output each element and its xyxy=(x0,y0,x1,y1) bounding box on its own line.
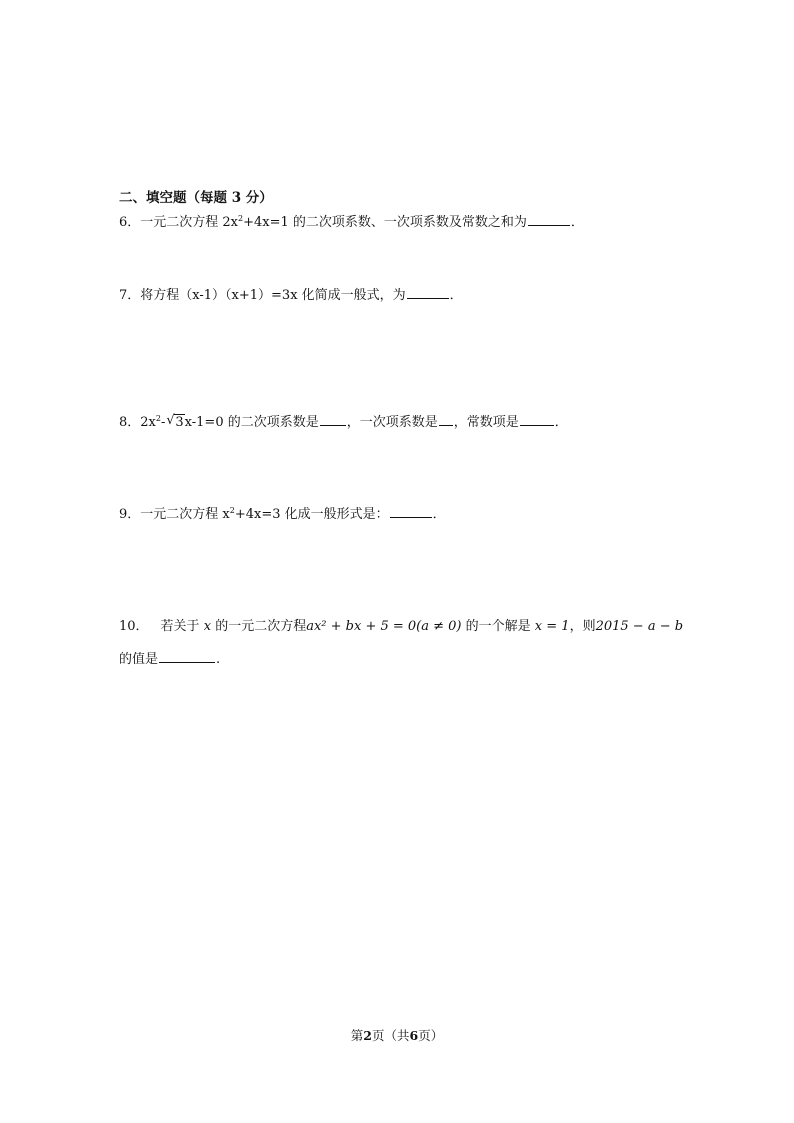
question-7 xyxy=(119,285,463,305)
question-8 xyxy=(119,412,568,432)
footer-label-pre: 第 xyxy=(350,1028,364,1043)
q6-text: +4x=1 的二次项系数、一次项系数及常数之和为 xyxy=(243,215,527,230)
section-title xyxy=(119,189,273,207)
q8-text: x-1=0 的二次项系数是 xyxy=(184,415,319,430)
footer-label-post: 页） xyxy=(418,1028,444,1043)
q10-end: . xyxy=(216,652,221,667)
q9-prefix: 9．一元二次方程 x xyxy=(119,507,230,522)
q10-number: 10． xyxy=(119,619,149,634)
q6-exponent: 2 xyxy=(238,214,244,223)
q8-exponent: 2 xyxy=(155,414,161,423)
question-9 xyxy=(119,504,446,524)
q8-blank-constant[interactable] xyxy=(520,412,554,426)
question-10-line2 xyxy=(119,649,220,669)
q9-answer-blank[interactable] xyxy=(390,504,432,518)
page-footer xyxy=(0,1026,794,1044)
q10-equation: ax² + bx + 5 = 0(a ≠ 0) xyxy=(306,619,462,634)
q10-text4: ，则 xyxy=(569,619,596,634)
sqrt-symbol: √ 3 xyxy=(166,413,184,430)
q6-prefix: 6．一元二次方程 2x xyxy=(119,215,239,230)
q9-exponent: 2 xyxy=(229,506,235,515)
q10-text3: 的一个解是 xyxy=(465,619,531,634)
q8-blank-quadratic[interactable] xyxy=(320,412,346,426)
q8-end: ． xyxy=(554,415,568,430)
q7-answer-blank[interactable] xyxy=(407,285,449,299)
q7-text: 7．将方程（x-1）（x+1）=3x 化简成一般式，为 xyxy=(119,288,406,303)
q6-end: ． xyxy=(570,215,584,230)
q10-solution: x = 1 xyxy=(534,619,570,634)
q8-prefix: 8．2x xyxy=(119,415,156,430)
q8-minus: - xyxy=(160,415,166,430)
q10-text2: 的一元二次方程 xyxy=(215,619,307,634)
q8-mid1: ，一次项系数是 xyxy=(346,415,438,430)
q9-end: ． xyxy=(432,507,446,522)
q7-end: ． xyxy=(449,288,463,303)
q6-answer-blank[interactable] xyxy=(528,212,570,226)
q10-answer-blank[interactable] xyxy=(159,649,215,663)
q8-mid2: ，常数项是 xyxy=(453,415,519,430)
q10-text1: 若关于 xyxy=(160,619,200,634)
question-10 xyxy=(119,618,683,636)
footer-total-pages: 6 xyxy=(409,1028,419,1043)
q8-radicand: 3 xyxy=(175,415,184,430)
question-6 xyxy=(119,212,584,232)
q10-variable-x: x xyxy=(203,619,212,634)
q10-line2-text: 的值是 xyxy=(119,652,159,667)
section-title-text: 二、填空题（每题 3 分） xyxy=(119,190,273,206)
q8-blank-linear[interactable] xyxy=(439,412,453,426)
q9-text: +4x=3 化成一般形式是： xyxy=(234,507,389,522)
footer-page-number: 2 xyxy=(363,1028,372,1043)
footer-label-mid: 页（共 xyxy=(371,1028,410,1043)
q10-expression: 2015 − a − b xyxy=(595,619,684,634)
